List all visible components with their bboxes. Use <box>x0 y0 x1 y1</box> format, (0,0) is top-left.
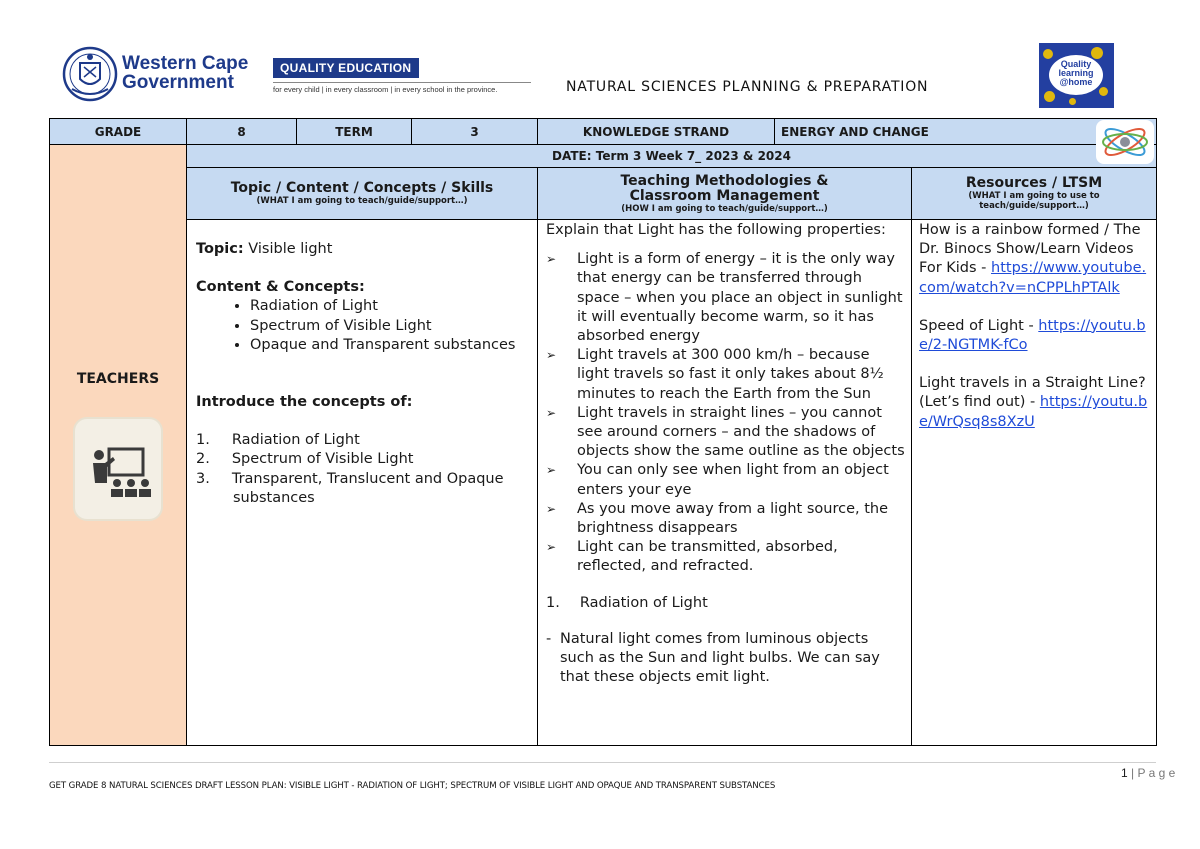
content-concepts-heading: Content & Concepts: <box>196 279 365 296</box>
section-heading: 1. Radiation of Light <box>546 594 708 611</box>
knowledge-strand-cell <box>775 119 1157 145</box>
footer-text: GET GRADE 8 NATURAL SCIENCES DRAFT LESSON PLAN: VISIBLE LIGHT - RADIATION OF LIGHT; SPECTRUM OF VISIBLE LIGHT AND OPAQUE AND TRANSPARENT SUBSTANCES <box>49 781 776 791</box>
quality-education-tagline: for every child | in every classroom | in every school in the province. <box>273 82 531 94</box>
list-item: • Opaque and Transparent substances <box>250 336 531 355</box>
grade-term-row <box>50 119 1157 145</box>
org-name-line1: Western Cape <box>122 53 249 74</box>
grade-value: 8 <box>187 119 297 145</box>
list-item: • Radiation of Light <box>250 297 531 316</box>
straight-line-video-link[interactable]: https://youtu.be/WrQsq8s8XzU <box>919 394 1148 430</box>
org-name-line2: Government <box>122 72 234 93</box>
arrow-bullet-icon: ➢ <box>546 501 557 516</box>
list-item: ➢ You can only see when light from an object enters your eye <box>546 462 889 498</box>
topic-column-header <box>187 168 538 220</box>
western-cape-crest-icon <box>62 45 118 103</box>
method-column-subtitle: (HOW I am going to teach/guide/support…) <box>621 203 828 214</box>
arrow-bullet-icon: ➢ <box>546 252 557 267</box>
arrow-bullet-icon: ➢ <box>546 463 557 478</box>
resources-content-cell <box>912 220 1157 746</box>
resources-column-subtitle-1: (WHAT I am going to use to <box>968 191 1100 201</box>
page-number: 1 | P a g e <box>1121 766 1176 780</box>
list-item: ➢ Light travels at 300 000 km/h – because light travels so fast it only takes about 8½ minutes to reach the Earth from the Sun <box>546 347 884 402</box>
method-column-title-1: Teaching Methodologies & <box>620 172 829 189</box>
date-line: DATE: Term 3 Week 7_ 2023 & 2024 <box>187 145 1157 168</box>
list-item: 2. Spectrum of Visible Light <box>196 451 414 468</box>
knowledge-strand-value: ENERGY AND CHANGE <box>781 124 929 139</box>
resources-column-subtitle-2: teach/guide/support…) <box>979 201 1089 211</box>
arrow-bullet-icon: ➢ <box>546 348 557 363</box>
footer-divider <box>49 762 1156 763</box>
topic-column-subtitle: (WHAT I am going to teach/guide/support…) <box>256 196 468 206</box>
topic-column-title: Topic / Content / Concepts / Skills <box>230 180 494 196</box>
atom-icon <box>1096 120 1154 164</box>
list-item: ➢ Light can be transmitted, absorbed, reflected, and refracted. <box>546 539 838 575</box>
resource-item: Speed of Light - https://youtu.be/2-NGTMK-fCo <box>919 317 1146 354</box>
concepts-list <box>196 297 531 355</box>
quality-education-label: QUALITY EDUCATION <box>273 58 419 78</box>
quality-learning-badge: Quality learning @home <box>1049 55 1103 95</box>
list-item: • Spectrum of Visible Light <box>250 317 531 336</box>
light-properties-list <box>546 250 905 576</box>
introduce-heading: Introduce the concepts of: <box>196 394 413 411</box>
term-value: 3 <box>412 119 538 145</box>
org-name <box>122 54 248 92</box>
resources-column-title: Resources / LTSM <box>965 175 1103 191</box>
resource-item: How is a rainbow formed / The Dr. Binocs Show/Learn Videos For Kids - https://www.youtube.com/watch?v=nCPPLhPTAlk <box>919 222 1147 296</box>
page-header <box>0 0 1200 115</box>
list-item: 1. Radiation of Light <box>196 432 360 449</box>
list-item: ➢ As you move away from a light source, the brightness disappears <box>546 500 889 537</box>
teachers-label: TEACHERS <box>76 371 160 387</box>
topic-label: Topic: <box>196 241 244 257</box>
term-label: TERM <box>297 119 412 145</box>
method-column-title-2: Classroom Management <box>629 187 820 204</box>
method-content-cell <box>538 220 912 746</box>
teacher-presentation-icon <box>75 419 161 519</box>
natural-light-note: - Natural light comes from luminous objects such as the Sun and light bulbs. We can say that these objects emit light. <box>546 630 880 686</box>
teachers-row-label-cell <box>50 145 187 746</box>
topic-line <box>196 240 531 259</box>
list-item: ➢ Light travels in straight lines – you cannot see around corners – and the shadows of objects show the same outline as the objects <box>546 404 905 460</box>
method-intro: Explain that Light has the following properties: <box>546 222 886 238</box>
document-title: NATURAL SCIENCES PLANNING & PREPARATION <box>566 79 929 95</box>
grade-label: GRADE <box>50 119 187 145</box>
method-column-header <box>538 168 912 220</box>
resources-column-header <box>912 168 1157 220</box>
quality-learning-logo <box>1039 43 1114 108</box>
topic-value: Visible light <box>248 241 333 257</box>
introduce-list <box>196 431 531 508</box>
list-item: ➢ Light is a form of energy – it is the only way that energy can be transferred through space – when you place an object in sunlight it will eventually become warm, so it has absorbed energy <box>546 251 903 345</box>
rainbow-video-link[interactable]: https://www.youtube.com/watch?v=nCPPLhPTAlk <box>919 260 1147 296</box>
speed-of-light-link[interactable]: https://youtu.be/2-NGTMK-fCo <box>919 317 1146 354</box>
arrow-bullet-icon: ➢ <box>546 405 557 420</box>
planning-table <box>49 118 1157 746</box>
topic-content-cell <box>187 220 538 746</box>
resource-item: Light travels in a Straight Line? (Let’s find out) - https://youtu.be/WrQsq8s8XzU <box>919 375 1148 430</box>
list-item: 3. Transparent, Translucent and Opaque substances <box>196 470 504 506</box>
arrow-bullet-icon: ➢ <box>546 540 557 555</box>
knowledge-strand-label: KNOWLEDGE STRAND <box>538 119 775 145</box>
